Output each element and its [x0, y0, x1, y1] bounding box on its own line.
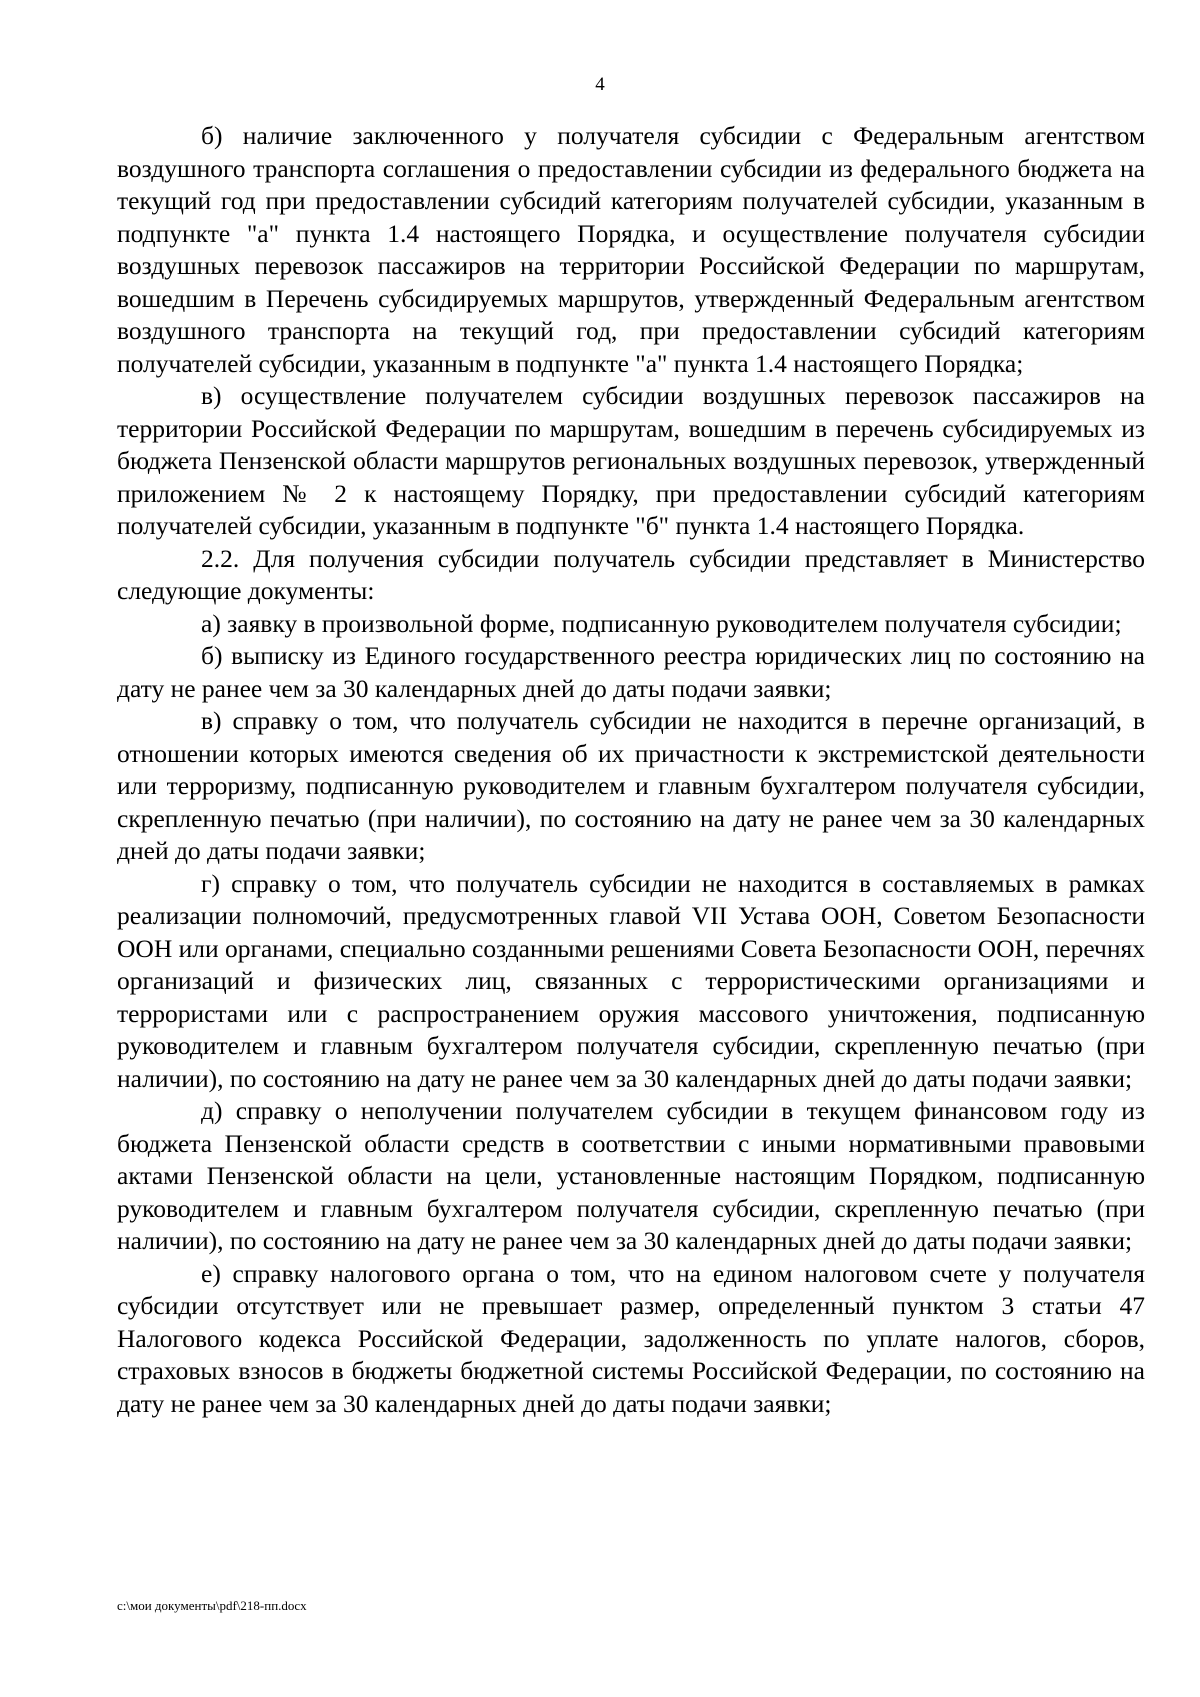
paragraph-v-extremism-certificate: в) справку о том, что получатель субсидии не находится в перечне организаций, в отношении которых имеются сведения об их причастности к экстремистской деятельности или терроризму, подписанную руководителем и главным бухгалтером получателя субсидии, скрепленную печатью (при наличии), по состоянию на дату не ранее чем за 30 календарных дней до даты подачи заявки; [117, 706, 1145, 865]
footer-file-path: c:\мои документы\pdf\218-пп.docx [117, 1598, 307, 1613]
document-body [117, 120, 1145, 1420]
paragraph-b-agreement: б) наличие заключенного у получателя субсидии с Федеральным агентством воздушного транспорта соглашения о предоставлении субсидии из федерального бюджета на текущий год при предоставлении субсидий категориям получателей субсидии, указанным в подпункте "а" пункта 1.4 настоящего Порядка, и осуществление получателя субсидии воздушных перевозок пассажиров на территории Российской Федерации по маршрутам, вошедшим в Перечень субсидируемых маршрутов, утвержденный Федеральным агентством воздушного транспорта на текущий год, при предоставлении субсидий категориям получателей субсидии, указанным в подпункте "а" пункта 1.4 настоящего Порядка; [117, 121, 1145, 378]
page-number: 4 [595, 74, 605, 95]
paragraph-e-tax-certificate: е) справку налогового органа о том, что на едином налоговом счете у получателя субсидии отсутствует или не превышает размер, определенный пунктом 3 статьи 47 Налогового кодекса Российской Федерации, задолженность по уплате налогов, сборов, страховых взносов в бюджеты бюджетной системы Российской Федерации, по состоянию на дату не ранее чем за 30 календарных дней до даты подачи заявки; [117, 1258, 1145, 1418]
paragraph-g-un-lists-certificate: г) справку о том, что получатель субсидии не находится в составляемых в рамках реализации полномочий, предусмотренных главой VII Устава ООН, Советом Безопасности ООН или органами, специально созданными решениями Совета Безопасности ООН, перечнях организаций и физических лиц, связанных с террористическими организациями и террористами или с распространением оружия массового уничтожения, подписанную руководителем и главным бухгалтером получателя субсидии, скрепленную печатью (при наличии), по состоянию на дату не ранее чем за 30 календарных дней до даты подачи заявки; [117, 868, 1145, 1093]
paragraph-d-nonreceipt-certificate: д) справку о неполучении получателем субсидии в текущем финансовом году из бюджета Пензенской области средств в соответствии с иными нормативными правовыми актами Пензенской области на цели, установленные настоящим Порядком, подписанную руководителем и главным бухгалтером получателя субсидии, скрепленную печатью (при наличии), по состоянию на дату не ранее чем за 30 календарных дней до даты подачи заявки; [117, 1096, 1145, 1255]
paragraph-2-2-documents: 2.2. Для получения субсидии получатель субсидии представляет в Министерство следующие документы: [117, 543, 1145, 605]
paragraph-a-application: а) заявку в произвольной форме, подписанную руководителем получателя субсидии; [201, 608, 1122, 638]
paragraph-v-transportation: в) осуществление получателем субсидии воздушных перевозок пассажиров на территории Российской Федерации по маршрутам, вошедшим в перечень субсидируемых из бюджета Пензенской области маршрутов региональных воздушных перевозок, утвержденный приложением № 2 к настоящему Порядку, при предоставлении субсидий категориям получателей субсидии, указанным в подпункте "б" пункта 1.4 настоящего Порядка. [117, 381, 1145, 540]
paragraph-b-registry-extract: б) выписку из Единого государственного реестра юридических лиц по состоянию на дату не ранее чем за 30 календарных дней до даты подачи заявки; [117, 641, 1145, 703]
